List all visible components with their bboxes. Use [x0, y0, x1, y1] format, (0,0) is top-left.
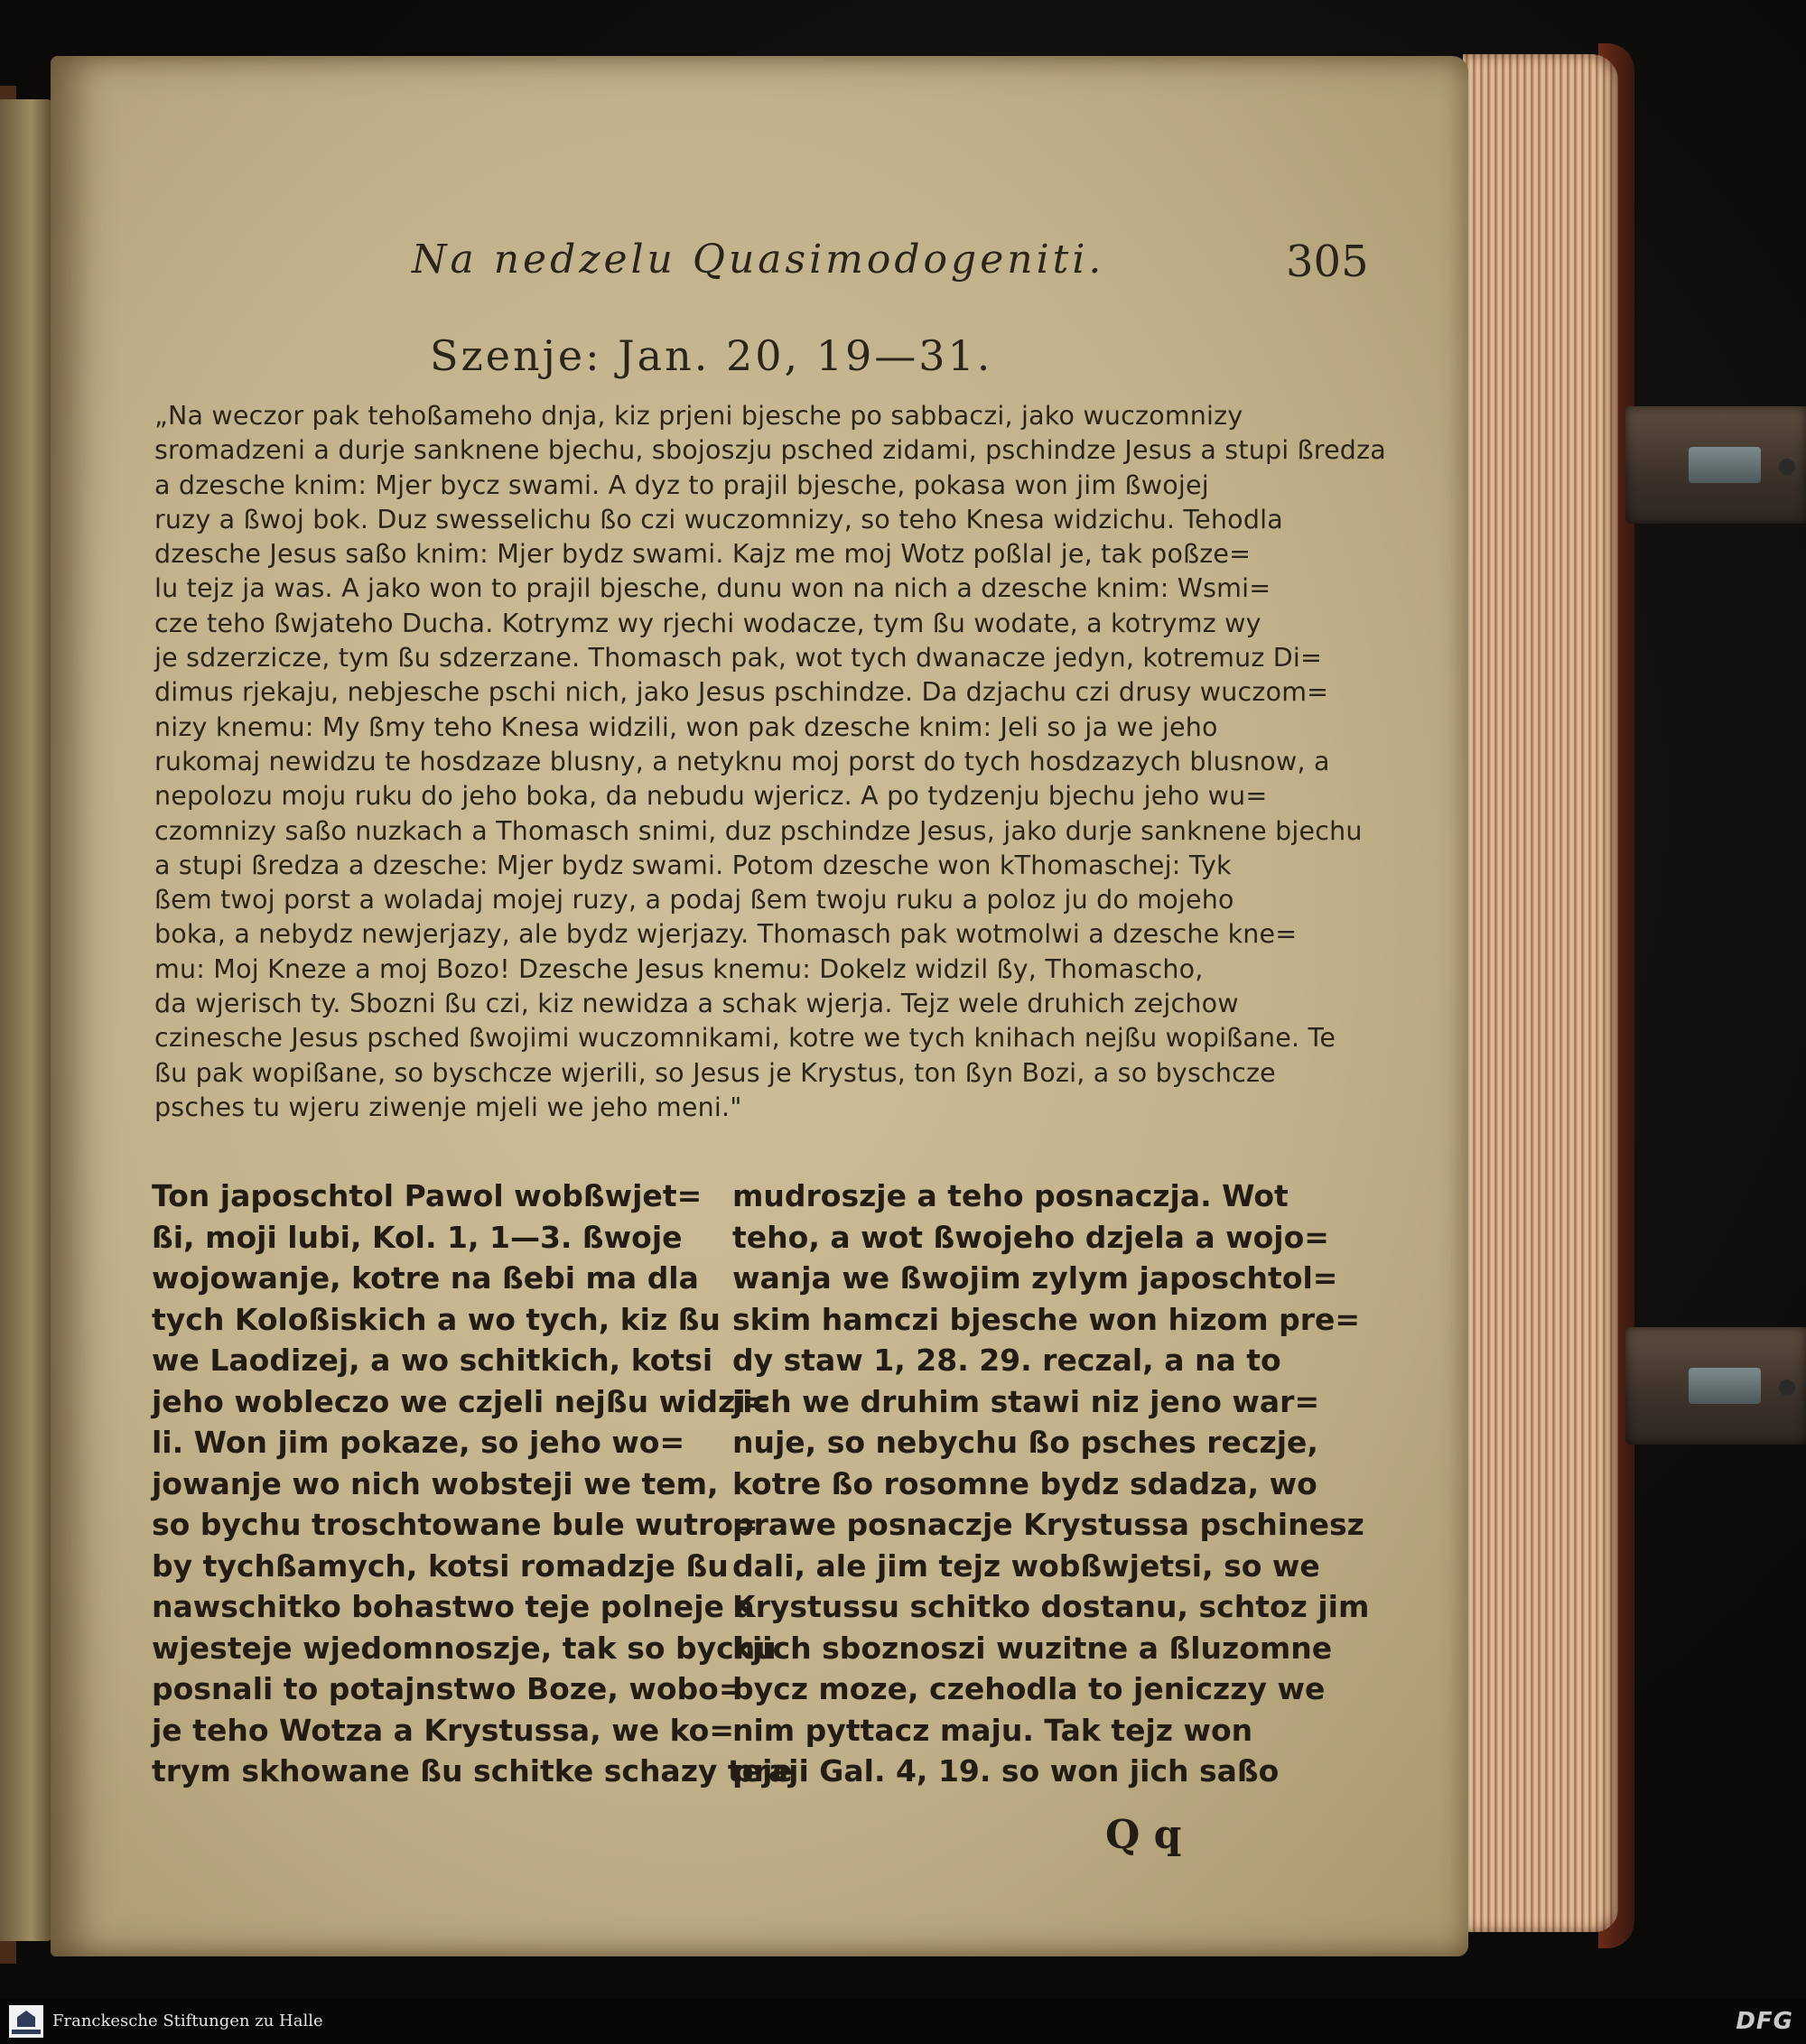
text-line: ßi, moji lubi, Kol. 1, 1—3. ßwoje [152, 1219, 683, 1255]
page-header [51, 200, 1468, 287]
quote-line: da wjerisch ty. Sbozni ßu czi, kiz newidza a schak wjerja. Tejz wele druhich zejchow [154, 989, 1239, 1019]
text-line: jeho wobleczo we czjeli nejßu widzi= [152, 1383, 771, 1419]
text-line: praji Gal. 4, 19. so won jich saßo [732, 1753, 1280, 1788]
text-line: tych Koloßiskich a wo tych, kiz ßu [152, 1301, 721, 1337]
text-line: so bychu troschtowane bule wutro= [152, 1507, 759, 1542]
text-line: by tychßamych, kotsi romadzje ßu [152, 1547, 729, 1584]
quote-line: dzesche Jesus saßo knim: Mjer bydz swami. Kajz me moj Wotz poßlal je, tak poßze= [154, 539, 1252, 570]
quote-line: czomnizy saßo nuzkach a Thomasch snimi, duz pschindze Jesus, jako durje sanknene bjechu [154, 815, 1363, 846]
text-line: kotre ßo rosomne bydz sdadza, wo [732, 1465, 1317, 1501]
quote-line: boka, a nebydz newjerjazy, ale bydz wjerjazy. Thomasch pak wotmolwi a dzesche kne= [154, 919, 1298, 950]
right-text-column [732, 1175, 1370, 1792]
text-line: kjich sboznoszi wuzitne a ßluzomne [732, 1630, 1333, 1666]
book-page [51, 56, 1468, 1956]
left-page-edge [0, 99, 52, 1941]
text-line: wanja we ßwojim zylym japoschtol= [732, 1260, 1338, 1296]
text-line: bycz moze, czehodla to jeniczzy we [732, 1671, 1326, 1706]
text-line: teho, a wot ßwojeho dzjela a wojo= [732, 1219, 1329, 1255]
institution-name[interactable]: Franckesche Stiftungen zu Halle [52, 2011, 323, 2030]
quote-line: dimus rjekaju, nebjesche pschi nich, jako Jesus pschindze. Da dzjachu czi drusy wuczom= [154, 677, 1329, 708]
quote-line: czinesche Jesus psched ßwojimi wuczomnikami, kotre we tych knihach nejßu wopißane. Te [154, 1023, 1336, 1054]
quote-line: lu tejz ja was. A jako won to prajil bjesche, dunu won na nich a dzesche knim: Wsmi= [154, 573, 1271, 604]
institution-logo[interactable] [9, 2005, 43, 2038]
quote-line: je sdzerzicze, tym ßu sdzerzane. Thomasch pak, wot tych dwanacze jedyn, kotremuz Di= [154, 643, 1323, 674]
text-line: nuje, so nebychu ßo psches reczje, [732, 1425, 1318, 1460]
upper-clasp [1625, 406, 1806, 524]
text-line: posnali to potajnstwo Boze, wobo= [152, 1671, 744, 1706]
text-line: wojowanje, kotre na ßebi ma dla [152, 1260, 699, 1296]
text-line: nawschitko bohastwo teje polneje a [152, 1589, 755, 1624]
quote-line: ruzy a ßwoj bok. Duz swesselichu ßo czi wuczomnizy, so teho Knesa widzichu. Tehodla [154, 504, 1283, 534]
text-line: wjesteje wjedomnoszje, tak so bychu [152, 1630, 777, 1666]
quote-line: cze teho ßwjateho Ducha. Kotrymz wy rjechi wodacze, tym ßu wodate, a kotrymz wy [154, 608, 1261, 638]
quote-line: a stupi ßredza a dzesche: Mjer bydz swami. Potom dzesche won kThomaschej: Tyk [154, 850, 1232, 880]
quote-line: nepolozu moju ruku do jeho boka, da nebudu wjericz. A po tydzenju bjechu jeho wu= [154, 781, 1268, 812]
viewer-footer [0, 1999, 1806, 2044]
signature-mark: Q q [1105, 1812, 1182, 1858]
text-line: Krystussu schitko dostanu, schtoz jim [732, 1589, 1370, 1624]
quote-line: a dzesche knim: Mjer bycz swami. A dyz to prajil bjesche, pokasa won jim ßwojej [154, 469, 1209, 500]
quote-line: ßem twoj porst a woladaj mojej ruzy, a podaj ßem twoju ruku a poloz ju do mojeho [154, 885, 1234, 915]
text-line: we Laodizej, a wo schitkich, kotsi [152, 1343, 713, 1378]
text-line: dy staw 1, 28. 29. reczal, a na to [732, 1343, 1281, 1378]
text-line: dali, ale jim tejz wobßwjetsi, so we [732, 1547, 1320, 1584]
text-line: jich we druhim stawi niz jeno war= [732, 1383, 1320, 1419]
text-line: je teho Wotza a Krystussa, we ko= [152, 1712, 734, 1748]
text-line: Ton japoschtol Pawol wobßwjet= [152, 1178, 703, 1213]
running-title: Na nedzelu Quasimodogeniti. [412, 237, 1105, 283]
text-line: trym skhowane ßu schitke schazy teje [152, 1753, 793, 1788]
quote-line: nizy knemu: My ßmy teho Knesa widzili, won pak dzesche knim: Jeli so ja we jeho [154, 711, 1218, 742]
quote-line: mu: Moj Kneze a moj Bozo! Dzesche Jesus knemu: Dokelz widzil ßy, Thomascho, [154, 953, 1204, 984]
left-text-column [152, 1175, 793, 1792]
text-line: prawe posnaczje Krystussa pschinesz [732, 1507, 1364, 1542]
gospel-quote [154, 399, 1401, 1125]
page-number: 305 [1286, 237, 1369, 287]
quote-line: ßu pak wopißane, so byschcze wjerili, so Jesus je Krystus, ton ßyn Bozi, a so byschcze [154, 1057, 1276, 1088]
text-line: mudroszje a teho posnaczja. Wot [732, 1178, 1289, 1213]
dfg-logo[interactable]: DFG [1736, 2008, 1793, 2035]
page-block-edge [1463, 54, 1618, 1932]
section-heading: Szenje: Jan. 20, 19—31. [430, 331, 993, 380]
quote-line: „Na weczor pak tehoßameho dnja, kiz prjeni bjesche po sabbaczi, jako wuczomnizy [154, 401, 1243, 431]
quote-line: rukomaj newidzu te hosdzaze blusny, a netyknu moj porst do tych hosdzazych blusnow, a [154, 746, 1330, 776]
lower-clasp [1625, 1327, 1806, 1445]
quote-line: psches tu wjeru ziwenje mjeli we jeho meni." [154, 1092, 742, 1122]
text-line: nim pyttacz maju. Tak tejz won [732, 1712, 1253, 1748]
text-line: jowanje wo nich wobsteji we tem, [152, 1465, 719, 1501]
quote-line: sromadzeni a durje sanknene bjechu, sbojoszju psched zidami, pschindze Jesus a stupi ßredza [154, 435, 1386, 466]
text-line: skim hamczi bjesche won hizom pre= [732, 1301, 1360, 1337]
text-line: li. Won jim pokaze, so jeho wo= [152, 1425, 685, 1460]
